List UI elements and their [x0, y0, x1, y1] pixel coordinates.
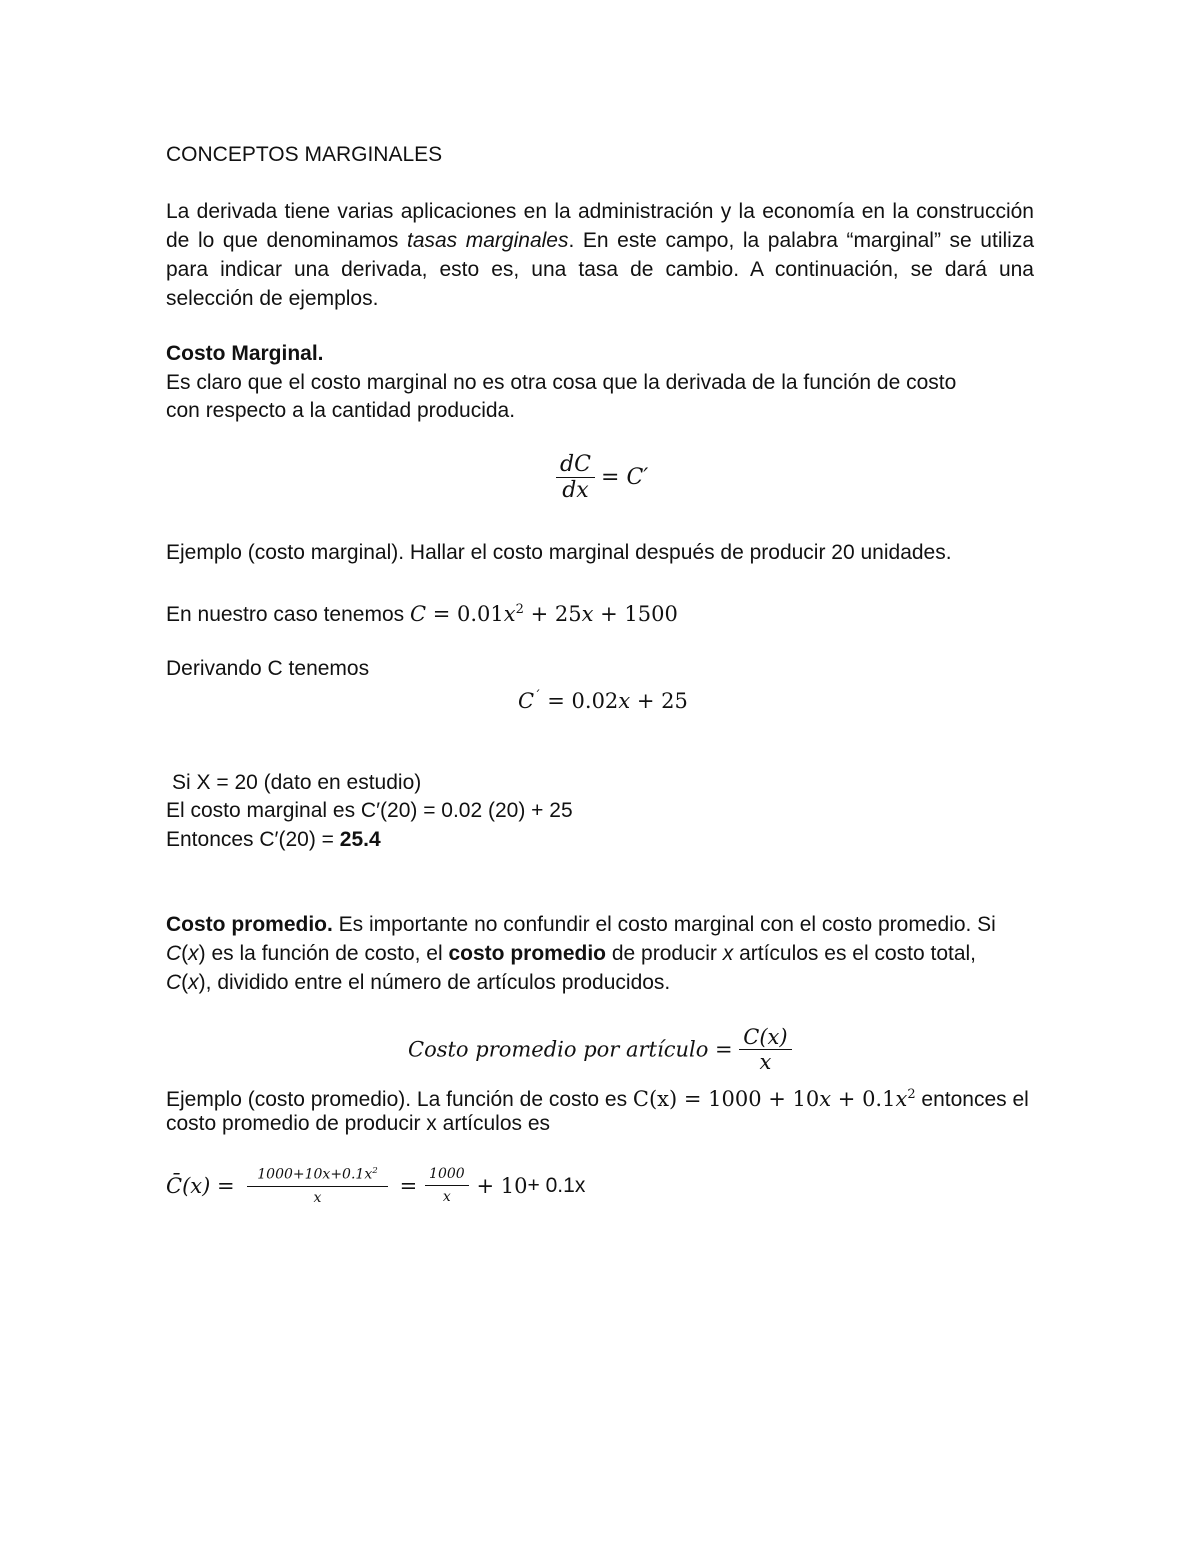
caso-d: + 25 — [523, 602, 582, 626]
ejemplo-formula-a: C(x) = 1000 + 10 — [632, 1087, 820, 1111]
caso-exp: 2 — [515, 602, 524, 617]
average-cost-fraction — [739, 1025, 791, 1074]
costo-promedio-heading: Costo promedio. — [166, 913, 333, 936]
ejemplo-formula-x2: x — [895, 1087, 908, 1111]
ejemplo-promedio-line2: costo promedio de producir x artículos es — [166, 1112, 551, 1135]
final-fraction-2 — [425, 1166, 469, 1205]
final-denominator-2: x — [442, 1189, 451, 1206]
line2-bold: costo promedio — [448, 942, 606, 965]
si-line: Si X = 20 (dato en estudio) — [172, 771, 422, 794]
line2-x: x — [188, 942, 199, 965]
line2-c2: artículos es el costo total, — [733, 942, 977, 965]
line2-b: de producir — [606, 942, 723, 965]
average-cost-formula — [408, 1025, 792, 1074]
derivative-formula — [556, 452, 648, 503]
costo-marginal-heading: Costo Marginal. — [166, 342, 324, 365]
marginal-es-line: El costo marginal es C′(20) = 0.02 (20) + 25 — [166, 799, 573, 822]
derivative-rhs: = C′ — [601, 465, 649, 490]
final-tail-b: + 0.1x — [527, 1173, 586, 1197]
line3-c: C — [166, 971, 182, 994]
caso-x2: x — [581, 602, 594, 626]
final-num1: 1000+10x+0.1x — [257, 1166, 373, 1183]
page-title: CONCEPTOS MARGINALES — [166, 143, 443, 166]
ejemplo-formula-b: + 0.1 — [831, 1087, 896, 1111]
final-numerator-1 — [247, 1166, 388, 1187]
costo-marginal-line2: con respecto a la cantidad producida. — [166, 399, 516, 422]
final-lhs: C̄(x) = — [166, 1173, 242, 1198]
derivando-line: Derivando C tenemos — [166, 657, 370, 680]
derivada-formula — [518, 683, 688, 716]
line2-x2: x — [722, 942, 734, 965]
entonces-value: 25.4 — [339, 828, 381, 851]
average-cost-numerator: C(x) — [739, 1025, 791, 1050]
final-tail-a: + 10 — [476, 1173, 528, 1198]
ejemplo-formula-x1: x — [819, 1087, 832, 1111]
final-num1-exp: 2 — [372, 1166, 378, 1176]
average-cost-denominator: x — [759, 1050, 772, 1074]
final-eq: = — [399, 1173, 418, 1198]
final-denominator-1: x — [313, 1189, 322, 1206]
costo-promedio-line2: C(x) es la función de costo, el costo promedio de producir x artículos es el costo total, — [166, 942, 977, 965]
final-fraction-1 — [247, 1166, 388, 1206]
costo-marginal-line1: Es claro que el costo marginal no es otra cosa que la derivada de la función de costo — [166, 371, 957, 394]
derivative-numerator: dC — [556, 452, 595, 478]
derivada-b: = 0.02 — [540, 689, 619, 713]
line3-a: , dividido entre el número de artículos producidos. — [205, 971, 671, 994]
average-cost-lhs: Costo promedio por artículo = — [408, 1037, 740, 1062]
derivada-c: C — [518, 689, 535, 713]
caso-x1: x — [503, 602, 516, 626]
entonces-label: Entonces C′(20) = — [166, 828, 340, 851]
derivada-x: x — [618, 689, 631, 713]
costo-promedio-line1 — [166, 911, 996, 939]
intro-text-before: La derivada tiene varias aplicaciones en la administración y la economía en la construcción de lo que denominamos — [166, 200, 1034, 252]
derivative-fraction — [556, 452, 595, 503]
caso-label: En nuestro caso tenemos — [166, 603, 410, 626]
ejemplo-formula-exp: 2 — [907, 1087, 916, 1102]
intro-italic-term: tasas marginales — [406, 229, 569, 252]
ejemplo-promedio-b: entonces el — [915, 1088, 1029, 1111]
entonces-line — [166, 826, 381, 854]
final-numerator-2: 1000 — [425, 1166, 469, 1186]
ejemplo-promedio-a: Ejemplo (costo promedio). La función de costo es — [166, 1088, 633, 1111]
caso-b: = 0.01 — [426, 602, 504, 626]
caso-c: C — [409, 602, 427, 626]
derivada-d: + 25 — [630, 689, 688, 713]
intro-paragraph — [166, 197, 1034, 313]
final-formula — [166, 1166, 585, 1206]
derivative-denominator: dx — [562, 478, 589, 503]
caso-f: + 1500 — [593, 602, 678, 626]
costo-promedio-line3: C(x), dividido entre el número de artículos producidos. — [166, 971, 671, 994]
line2-a: es la función de costo, el — [205, 942, 449, 965]
ejemplo-costo-marginal: Ejemplo (costo marginal). Hallar el costo marginal después de producir 20 unidades. — [166, 541, 952, 564]
caso-line — [166, 596, 678, 629]
costo-promedio-line1-rest: Es importante no confundir el costo marginal con el costo promedio. Si — [332, 913, 996, 936]
line2-c: C — [166, 942, 182, 965]
line3-x: x — [188, 971, 199, 994]
intro-text-after: . En este campo, la palabra “marginal” se utiliza para indicar una derivada, esto es, una tasa de cambio. A continuación, se dará una selección de ejemplos. — [166, 229, 1034, 310]
derivada-prime: ´ — [534, 689, 541, 704]
